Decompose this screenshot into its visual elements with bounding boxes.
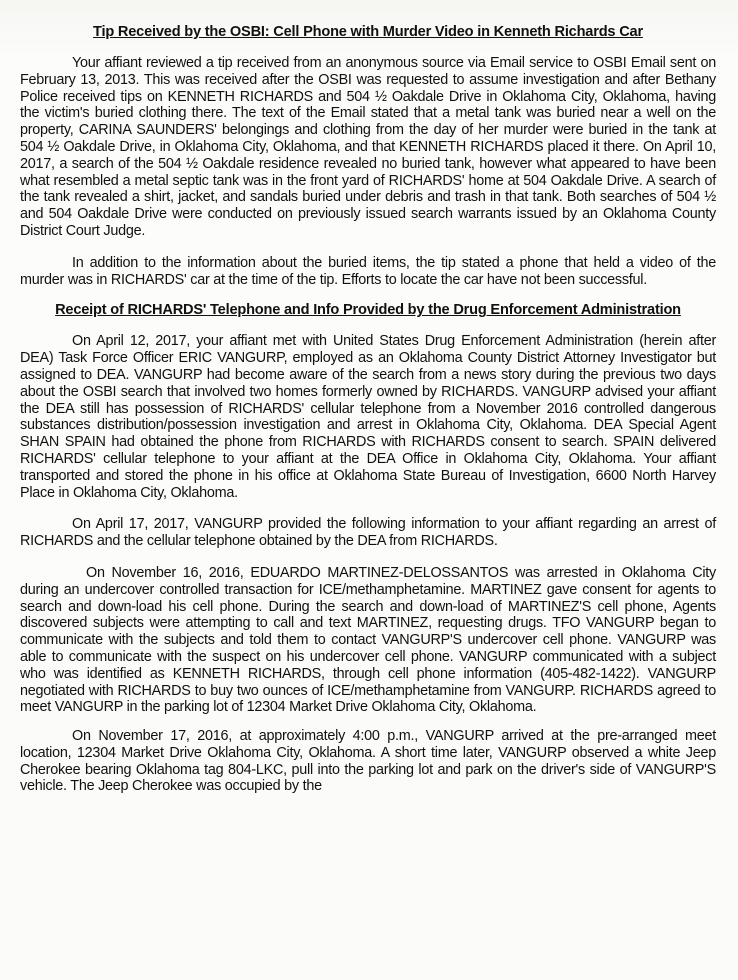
paragraph-meet-location: On November 17, 2016, at approximately 4:00 p.m., VANGURP arrived at the pre-arranged meet location, 12304 Market Drive Oklahoma City, Oklahoma. A short time later, VANGURP observed a white Jeep Cherokee bearing Oklahoma tag 804-LKC, pull into the parking lot and park on the driver's side of VANGURP'S vehicle. The Jeep Cherokee was occupied by the: [20, 728, 716, 795]
paragraph-martinez-arrest: On November 16, 2016, EDUARDO MARTINEZ-DELOSSANTOS was arrested in Oklahoma City during an undercover controlled transaction for ICE/methamphetamine. MARTINEZ gave consent for agents to search and down-load his cell phone. During the search and down-load of MARTINEZ'S cell phone, Agents discovered subjects were attempting to call and text MARTINEZ, requesting drugs. TFO VANGURP began to communicate with the subjects and told them to contact VANGURP'S undercover cell phone. VANGURP was able to communicate with the suspect on his undercover cell phone. VANGURP communicated with a subject who was identified as KENNETH RICHARDS, through cell phone information (405-482-1422). VANGURP negotiated with RICHARDS to buy two ounces of ICE/methamphetamine from VANGURP. RICHARDS agreed to meet VANGURP in the parking lot of 12304 Market Drive Oklahoma City, Oklahoma.: [20, 564, 716, 716]
paragraph-tip-email: Your affiant reviewed a tip received from an anonymous source via Email service to OSBI Email sent on February 13, 2013. This was received after the OSBI was requested to assume investigation and after Bethany Police received tips on KENNETH RICHARDS and 504 ½ Oakdale Drive in Oklahoma City, Oklahoma, having the victim's buried clothing there. The text of the Email stated that a metal tank was buried near a well on the property, CARINA SAUNDERS' belongings and clothing from the day of her murder were buried in the tank at 504 ½ Oakdale Drive, in Oklahoma City, Oklahoma, and that KENNETH RICHARDS placed it there. On April 10, 2017, a search of the 504 ½ Oakdale residence revealed no buried tank, however what appeared to have been what resembled a metal septic tank was in the front yard of RICHARDS' home at 504 Oakdale Drive. A search of the tank revealed a shirt, jacket, and sandals buried under debris and trash in that tank. Both searches of 504 ½ and 504 Oakdale Drive were conducted on previously issued search warrants issued by an Oklahoma County District Court Judge.: [20, 55, 716, 239]
paragraph-dea-info: On April 17, 2017, VANGURP provided the following information to your affiant regarding an arrest of RICHARDS and the cellular telephone obtained by the DEA from RICHARDS.: [20, 516, 716, 550]
section-heading-tip: Tip Received by the OSBI: Cell Phone with Murder Video in Kenneth Richards Car: [93, 24, 643, 40]
section-heading-dea: Receipt of RICHARDS' Telephone and Info Provided by the Drug Enforcement Administration: [55, 302, 681, 319]
paragraph-dea-meeting: On April 12, 2017, your affiant met with United States Drug Enforcement Administration (herein after DEA) Task Force Officer ERIC VANGURP, employed as an Oklahoma County District Attorney Investigator but assigned to DEA. VANGURP had become aware of the search from a news story during the previous two days about the OSBI search that involved two homes formerly owned by RICHARDS. VANGURP advised your affiant the DEA still has possession of RICHARDS' cellular telephone from a November 2016 controlled dangerous substances distribution/possession investigation and arrest in Oklahoma City, Oklahoma. DEA Special Agent SHAN SPAIN had obtained the phone from RICHARDS with RICHARDS consent to search. SPAIN delivered RICHARDS' cellular telephone to your affiant at the DEA Office in Oklahoma City, Oklahoma. Your affiant transported and stored the phone in his office at Oklahoma State Bureau of Investigation, 6600 North Harvey Place in Oklahoma City, Oklahoma.: [20, 333, 716, 501]
paragraph-tip-phone: In addition to the information about the buried items, the tip stated a phone that held a video of the murder was in RICHARDS' car at the time of the tip. Efforts to locate the car have not been successful.: [20, 254, 716, 288]
